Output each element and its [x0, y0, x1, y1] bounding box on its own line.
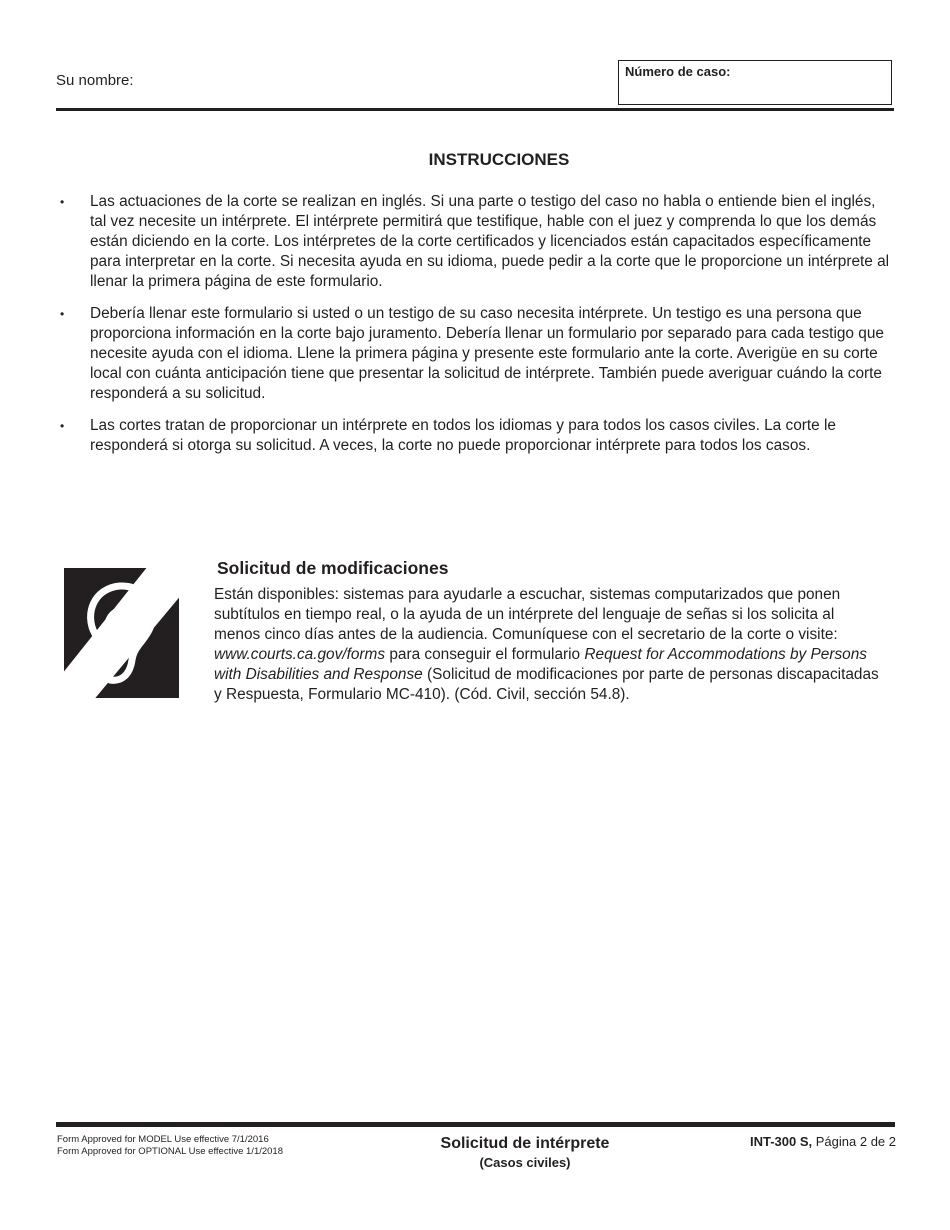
footer-approval [57, 1134, 283, 1158]
instruction-text: Las cortes tratan de proporcionar un intérprete en todos los idiomas y para todos los casos civiles. La corte le responderá si otorga su solicitud. A veces, la corte no puede proporcionar intérprete para todos los casos. [90, 417, 836, 454]
form-name: Request for Accommodations by Persons with Disabilities and Response [214, 646, 867, 683]
accommodations-text-part: Están disponibles: sistemas para ayudarle a escuchar, sistemas computarizados que ponen subtítulos en tiempo real, o la ayuda de un intérprete del lenguaje de señas si los solicita al menos cinco días antes de la audiencia. Comuníquese con el secretario de la corte o visite: [214, 586, 841, 643]
approval-optional: Form Approved for OPTIONAL Use effective 1/1/2018 [57, 1146, 283, 1157]
bullet-icon: • [60, 195, 65, 209]
instructions-title: INSTRUCCIONES [428, 150, 570, 169]
form-code: INT-300 S, [750, 1134, 813, 1149]
form-subtitle: (Casos civiles) [479, 1155, 571, 1170]
list-item [60, 304, 894, 404]
footer-page-info [750, 1134, 896, 1149]
instruction-text: Debería llenar este formulario si usted o un testigo de su caso necesita intérprete. Un testigo es una persona que proporciona información en la corte bajo juramento. Debería llenar un formulario por separado para cada testigo que necesite ayuda con el idioma. Llene la primera página y presente este formulario ante la corte. Averigüe en su corte local con cuánta anticipación tiene que presentar la solicitud de intérprete. También puede averiguar cuándo la corte responderá a su solicitud. [90, 305, 884, 402]
list-item [60, 416, 894, 456]
approval-model: Form Approved for MODEL Use effective 7/1/2016 [57, 1134, 269, 1145]
bullet-icon: • [60, 419, 65, 433]
accommodations-text [214, 585, 884, 705]
case-number-box[interactable] [618, 60, 892, 105]
instructions-list [60, 192, 894, 468]
page-number: Página 2 de 2 [815, 1134, 896, 1149]
bullet-icon: • [60, 307, 65, 321]
list-item [60, 192, 894, 292]
hearing-assistance-icon [64, 568, 179, 698]
accommodations-text-part: (Solicitud de modificaciones por parte de personas discapacitadas y Respuesta, Formulario MC-410). (Cód. Civil, sección 54.8). [214, 666, 879, 703]
footer-rule [56, 1122, 895, 1127]
footer-form-title [375, 1134, 675, 1172]
name-label: Su nombre: [56, 72, 134, 89]
case-number-label: Número de caso: [625, 64, 731, 79]
accommodations-title: Solicitud de modificaciones [217, 558, 449, 578]
courts-forms-link[interactable]: www.courts.ca.gov/forms [214, 646, 386, 663]
form-title: Solicitud de intérprete [440, 1135, 610, 1152]
instruction-text: Las actuaciones de la corte se realizan en inglés. Si una parte o testigo del caso no habla o entiende bien el inglés, tal vez necesite un intérprete. El intérprete permitirá que testifique, hable con el juez y comprenda lo que los demás están diciendo en la corte. Los intérpretes de la corte certificados y licenciados están capacitados específicamente para interpretar en la corte. Si necesita ayuda en su idioma, puede pedir a la corte que le proporcione un intérprete al llenar la primera página de este formulario. [90, 193, 890, 290]
accommodations-text-part: para conseguir el formulario [385, 646, 585, 663]
header-rule [56, 108, 894, 111]
